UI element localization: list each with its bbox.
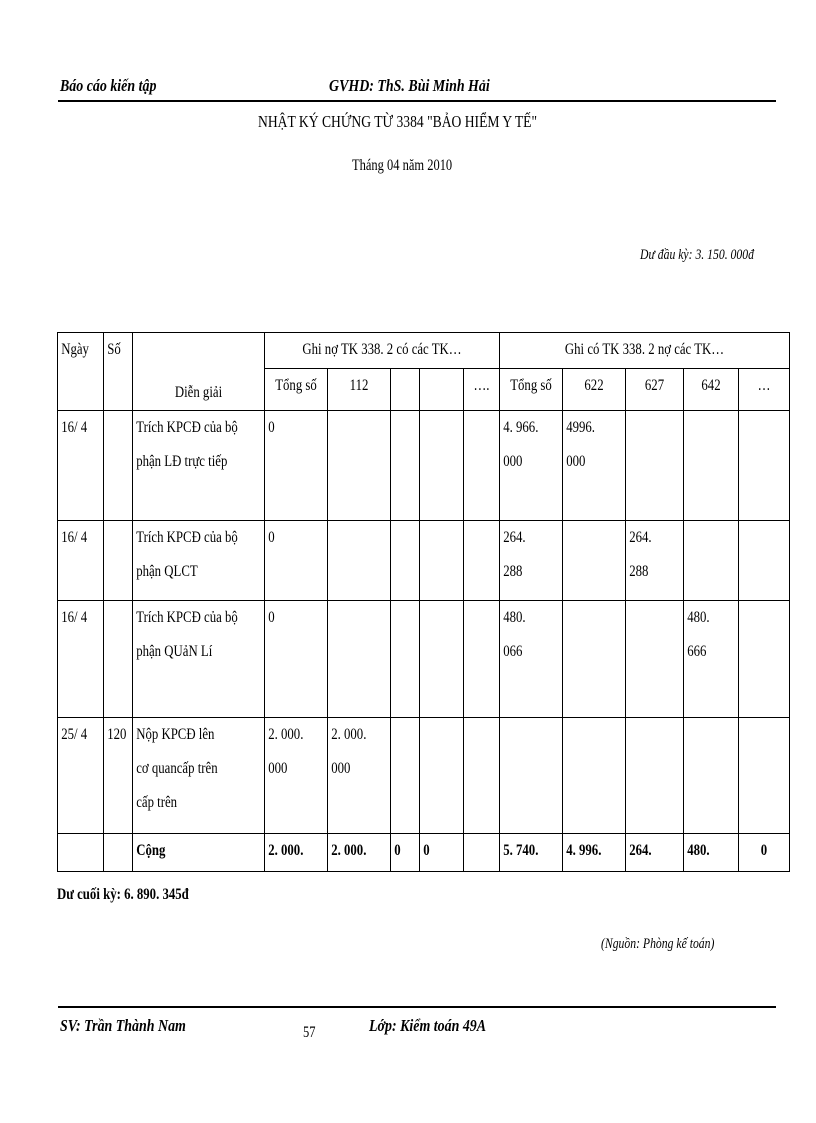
debit-col-header: …. [463, 369, 499, 411]
cell-credit [625, 601, 683, 718]
total-credit-cell: 480. [683, 834, 738, 872]
cell-credit [683, 521, 738, 601]
total-no [104, 834, 133, 872]
cell-debit [327, 521, 390, 601]
cell-debit: 0 [264, 521, 327, 601]
cell-credit: 480. 066 [499, 601, 562, 718]
debit-group-header: Ghi nợ TK 338. 2 có các TK… [264, 333, 499, 369]
total-credit-cell: 5. 740. [499, 834, 562, 872]
credit-group-header: Ghi có TK 338. 2 nợ các TK… [499, 333, 789, 369]
total-credit-cell: 264. [625, 834, 683, 872]
cell-desc: Nộp KPCĐ lên cơ quancấp trên cấp trên [133, 718, 265, 834]
cell-debit [419, 601, 463, 718]
total-debit-cell: 2. 000. [264, 834, 327, 872]
cell-credit: 264. 288 [499, 521, 562, 601]
class-name: Lớp: Kiểm toán 49A [369, 1016, 487, 1035]
cell-date: 16/ 4 [58, 521, 104, 601]
cell-desc: Trích KPCĐ của bộ phận QLCT [133, 521, 265, 601]
credit-col-header: 642 [683, 369, 738, 411]
cell-date: 16/ 4 [58, 411, 104, 521]
cell-no [104, 411, 133, 521]
cell-debit [419, 411, 463, 521]
cell-debit: 2. 000. 000 [327, 718, 390, 834]
cell-debit [390, 718, 419, 834]
cell-debit [419, 521, 463, 601]
cell-credit [562, 521, 625, 601]
cell-credit [738, 601, 789, 718]
cell-debit [327, 601, 390, 718]
total-debit-cell: 0 [390, 834, 419, 872]
cell-debit [390, 521, 419, 601]
cell-debit [463, 601, 499, 718]
credit-col-header: Tổng số [499, 369, 562, 411]
cell-credit [562, 718, 625, 834]
cell-credit [683, 411, 738, 521]
page-number: 57 [303, 1024, 316, 1041]
table-row [58, 718, 790, 834]
cell-credit [562, 601, 625, 718]
cell-date: 25/ 4 [58, 718, 104, 834]
cell-debit [327, 411, 390, 521]
period: Tháng 04 năm 2010 [352, 157, 453, 174]
cell-debit: 0 [264, 601, 327, 718]
student-name: SV: Trần Thành Nam [60, 1016, 186, 1035]
total-date [58, 834, 104, 872]
credit-col-header: 627 [625, 369, 683, 411]
cell-credit [499, 718, 562, 834]
cell-credit [738, 411, 789, 521]
cell-no [104, 521, 133, 601]
total-label: Cộng [133, 834, 265, 872]
table-row [58, 601, 790, 718]
cell-debit [419, 718, 463, 834]
cell-no: 120 [104, 718, 133, 834]
cell-debit [390, 601, 419, 718]
report-label: Báo cáo kiến tập [60, 76, 157, 95]
total-debit-cell: 2. 000. [327, 834, 390, 872]
header-rule [58, 100, 776, 102]
cell-date: 16/ 4 [58, 601, 104, 718]
journal-table [57, 332, 790, 872]
supervisor-label: GVHD: ThS. Bùi Minh Hải [329, 76, 490, 95]
cell-desc: Trích KPCĐ của bộ phận LĐ trực tiếp [133, 411, 265, 521]
cell-credit: 4996. 000 [562, 411, 625, 521]
col-desc-header: Diễn giải [133, 333, 265, 411]
table-row [58, 411, 790, 521]
cell-debit: 0 [264, 411, 327, 521]
credit-col-header: … [738, 369, 789, 411]
cell-debit [463, 521, 499, 601]
cell-debit [463, 718, 499, 834]
cell-credit [683, 718, 738, 834]
cell-no [104, 601, 133, 718]
cell-credit [738, 521, 789, 601]
debit-col-header: Tổng số [264, 369, 327, 411]
cell-credit: 4. 966. 000 [499, 411, 562, 521]
col-date-header: Ngày [58, 333, 104, 411]
debit-col-header [419, 369, 463, 411]
page-title: NHẬT KÝ CHỨNG TỪ 3384 "BẢO HIỂM Y TẾ" [258, 112, 538, 131]
total-credit-cell: 4. 996. [562, 834, 625, 872]
col-no-header: Số [104, 333, 133, 411]
cell-desc: Trích KPCĐ của bộ phận QUảN Lí [133, 601, 265, 718]
cell-credit [738, 718, 789, 834]
total-debit-cell: 0 [419, 834, 463, 872]
debit-col-header [390, 369, 419, 411]
footer-rule [58, 1006, 776, 1008]
total-row [58, 834, 790, 872]
cell-credit: 480. 666 [683, 601, 738, 718]
debit-col-header: 112 [327, 369, 390, 411]
cell-debit [390, 411, 419, 521]
header-row-1 [58, 333, 790, 369]
closing-balance: Dư cuối kỳ: 6. 890. 345đ [57, 886, 189, 903]
total-debit-cell [463, 834, 499, 872]
cell-credit: 264. 288 [625, 521, 683, 601]
total-credit-cell: 0 [738, 834, 789, 872]
table-row [58, 521, 790, 601]
opening-balance: Dư đầu kỳ: 3. 150. 000đ [640, 247, 754, 263]
cell-debit: 2. 000. 000 [264, 718, 327, 834]
cell-debit [463, 411, 499, 521]
source-note: (Nguồn: Phòng kế toán) [601, 936, 715, 952]
cell-credit [625, 411, 683, 521]
cell-credit [625, 718, 683, 834]
credit-col-header: 622 [562, 369, 625, 411]
